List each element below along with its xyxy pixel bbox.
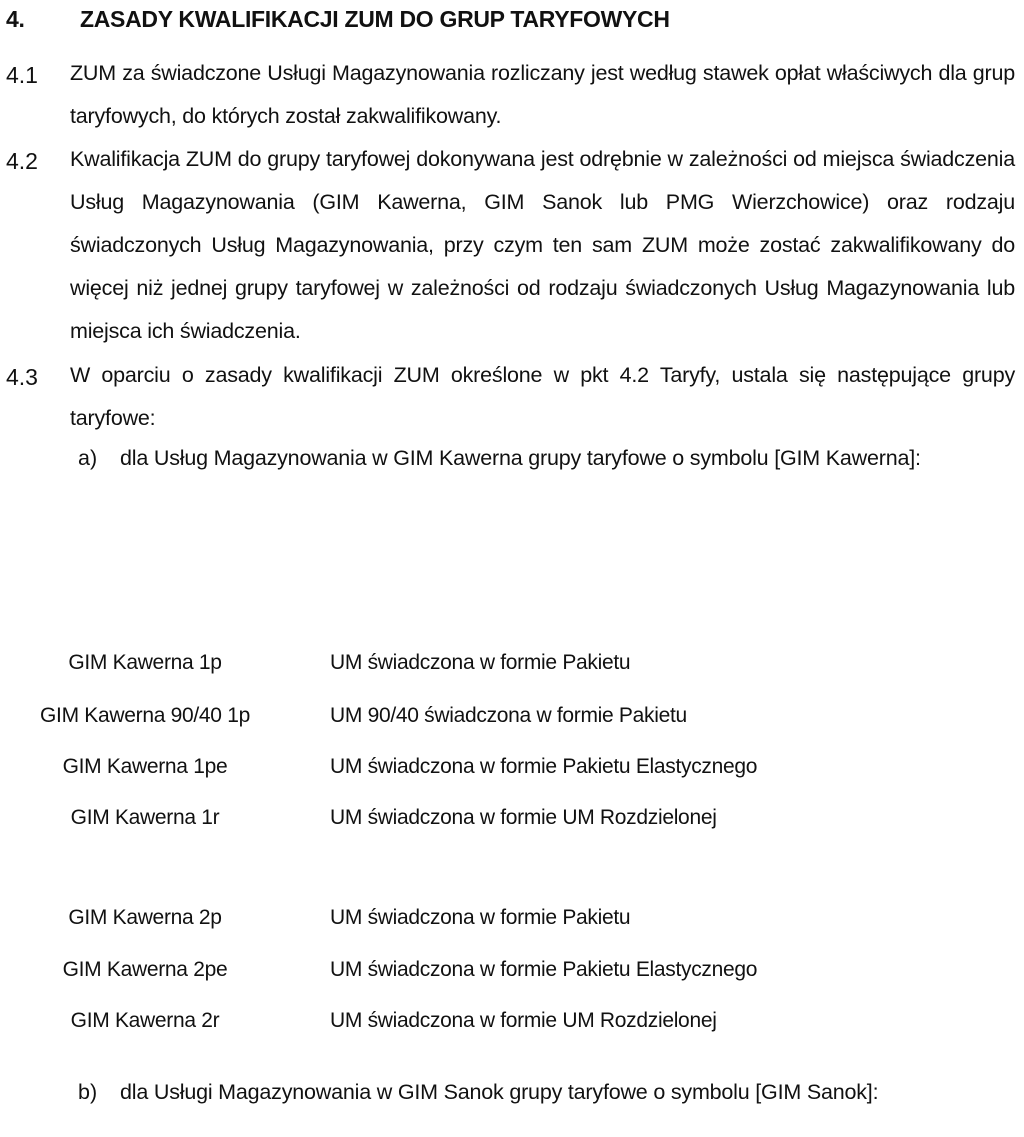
subitem-letter-a: a) xyxy=(78,446,98,470)
section-number-4-3: 4.3 xyxy=(6,364,38,390)
subitem-text-b: dla Usługi Magazynowania w GIM Sanok grupy taryfowe o symbolu [GIM Sanok]: xyxy=(120,1080,879,1104)
subitem-text-a: dla Usług Magazynowania w GIM Kawerna grupy taryfowe o symbolu [GIM Kawerna]: xyxy=(120,446,921,470)
section-number-4-1: 4.1 xyxy=(6,62,38,88)
tariff-group-code: GIM Kawerna 90/40 1p xyxy=(40,704,250,727)
tariff-group-desc: UM 90/40 świadczona w formie Pakietu xyxy=(330,704,687,727)
tariff-group-desc: UM świadczona w formie Pakietu xyxy=(330,906,631,929)
tariff-group-desc: UM świadczona w formie Pakietu Elastycznego xyxy=(330,958,758,981)
tariff-group-desc: UM świadczona w formie UM Rozdzielonej xyxy=(330,806,717,829)
tariff-group-desc: UM świadczona w formie Pakietu Elastycznego xyxy=(330,755,758,778)
tariff-group-code: GIM Kawerna 2r xyxy=(70,1009,220,1032)
tariff-group-desc: UM świadczona w formie UM Rozdzielonej xyxy=(330,1009,717,1032)
tariff-group-code: GIM Kawerna 2p xyxy=(68,906,222,929)
tariff-group-code: GIM Kawerna 1r xyxy=(70,806,220,829)
heading-title: ZASADY KWALIFIKACJI ZUM DO GRUP TARYFOWYCH xyxy=(80,6,670,32)
tariff-group-code: GIM Kawerna 2pe xyxy=(62,958,228,981)
section-text-4-3: W oparciu o zasady kwalifikacji ZUM określone w pkt 4.2 Taryfy, ustala się następujące grupy taryfowe: xyxy=(70,363,1015,430)
section-heading xyxy=(6,6,670,33)
tariff-group-code: GIM Kawerna 1pe xyxy=(62,755,228,778)
section-text-4-2: Kwalifikacja ZUM do grupy taryfowej dokonywana jest odrębnie w zależności od miejsca świadczenia Usług Magazynowania (GIM Kawerna, GIM Sanok lub PMG Wierzchowice) oraz rodzaju świadczonych Usług Magazynowania, przy czym ten sam ZUM może zostać zakwalifikowany do więcej niż jednej grupy taryfowej w zależności od rodzaju świadczonych Usług Magazynowania lub miejsca ich świadczenia. xyxy=(70,147,1015,343)
tariff-group-desc: UM świadczona w formie Pakietu xyxy=(330,651,631,674)
subitem-letter-b: b) xyxy=(78,1080,98,1104)
heading-number: 4. xyxy=(6,6,25,32)
section-number-4-2: 4.2 xyxy=(6,148,38,174)
section-text-4-1: ZUM za świadczone Usługi Magazynowania rozliczany jest według stawek opłat właściwych dla grup taryfowych, do których został zakwalifikowany. xyxy=(70,61,1015,128)
tariff-group-code: GIM Kawerna 1p xyxy=(68,651,222,674)
